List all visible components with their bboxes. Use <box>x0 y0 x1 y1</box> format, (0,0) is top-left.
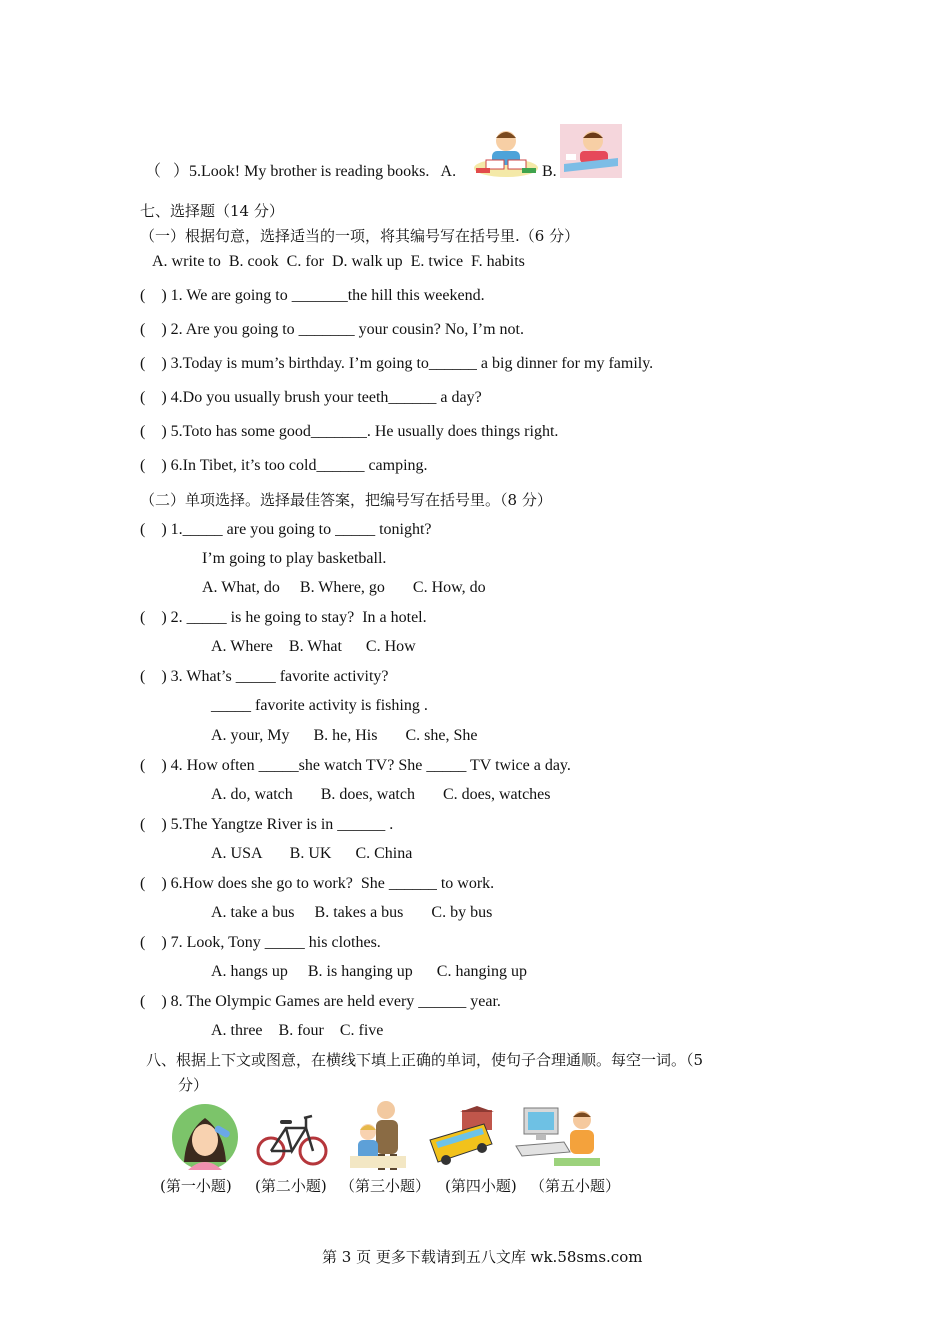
part2-question-6-options: A. take a bus B. takes a bus C. by bus <box>211 904 493 921</box>
part2-question-4: ( ) 4. How often _____she watch TV? She _____ TV twice a day. <box>140 757 571 774</box>
section7-title: 七、选择题（14 分） <box>140 202 284 220</box>
part2-question-1-options: A. What, do B. Where, go C. How, do <box>202 579 486 596</box>
section8-title-continued: 分） <box>178 1076 209 1094</box>
part1-item: ( ) 4.Do you usually brush your teeth______ a day? <box>140 389 482 406</box>
part2-question-3-options: A. your, My B. he, His C. she, She <box>211 727 478 744</box>
part2-question-8-options: A. three B. four C. five <box>211 1022 384 1039</box>
part2-question-3-reply: _____ favorite activity is fishing . <box>211 697 428 714</box>
bicycle-picture <box>256 1108 328 1168</box>
section7-part1-title: （一）根据句意，选择适当的一项，将其编号写在括号里.（6 分） <box>140 227 580 245</box>
part1-item: ( ) 5.Toto has some good_______. He usually does things right. <box>140 423 559 440</box>
section7-part2-title: （二）单项选择。选择最佳答案，把编号写在括号里。（8 分） <box>140 491 552 509</box>
boy-reading-picture <box>472 124 540 178</box>
school-bus-picture <box>426 1106 496 1170</box>
picture-caption-5: （第五小题） <box>530 1177 621 1195</box>
picture-caption-1: (第一小题) <box>160 1177 232 1195</box>
part2-question-2-options: A. Where B. What C. How <box>211 638 416 655</box>
part2-question-4-options: A. do, watch B. does, watch C. does, watches <box>211 786 551 803</box>
part2-question-6: ( ) 6.How does she go to work? She ______ to work. <box>140 875 495 892</box>
q6-5-text: （ ）5.Look! My brother is reading books. A. <box>145 163 457 180</box>
part1-word-bank: A. write to B. cook C. for D. walk up E. twice F. habits <box>152 253 525 270</box>
part2-question-1-reply: I’m going to play basketball. <box>202 550 387 567</box>
grandpa-and-child-picture <box>348 1098 408 1170</box>
part2-question-1: ( ) 1._____ are you going to _____ tonight? <box>140 521 432 538</box>
girl-brushing-hair-picture <box>170 1102 240 1170</box>
page-footer: 第 3 页 更多下载请到五八文库 wk.58sms.com <box>322 1248 643 1266</box>
part1-item: ( ) 6.In Tibet, it’s too cold______ camping. <box>140 457 428 474</box>
part2-question-5-options: A. USA B. UK C. China <box>211 845 413 862</box>
part2-question-2: ( ) 2. _____ is he going to stay? In a hotel. <box>140 609 427 626</box>
part1-item: ( ) 2. Are you going to _______ your cousin? No, I’m not. <box>140 321 524 338</box>
q6-5-option-b: B. <box>542 163 557 180</box>
section8-title: 八、根据上下文或图意，在横线下填上正确的单词，使句子合理通顺。每空一词。（5 <box>146 1051 704 1069</box>
part2-question-7: ( ) 7. Look, Tony _____ his clothes. <box>140 934 381 951</box>
part1-item: ( ) 3.Today is mum’s birthday. I’m going to______ a big dinner for my family. <box>140 355 654 372</box>
part1-item: ( ) 1. We are going to _______the hill this weekend. <box>140 287 485 304</box>
part2-question-8: ( ) 8. The Olympic Games are held every ______ year. <box>140 993 501 1010</box>
boy-writing-picture <box>560 124 622 178</box>
picture-caption-4: (第四小题) <box>445 1177 517 1195</box>
part2-question-5: ( ) 5.The Yangtze River is in ______ . <box>140 816 394 833</box>
picture-caption-3: （第三小题） <box>340 1177 431 1195</box>
part2-question-3: ( ) 3. What’s _____ favorite activity? <box>140 668 389 685</box>
picture-caption-2: (第二小题) <box>255 1177 327 1195</box>
part2-question-7-options: A. hangs up B. is hanging up C. hanging up <box>211 963 527 980</box>
boy-using-computer-picture <box>514 1104 602 1168</box>
